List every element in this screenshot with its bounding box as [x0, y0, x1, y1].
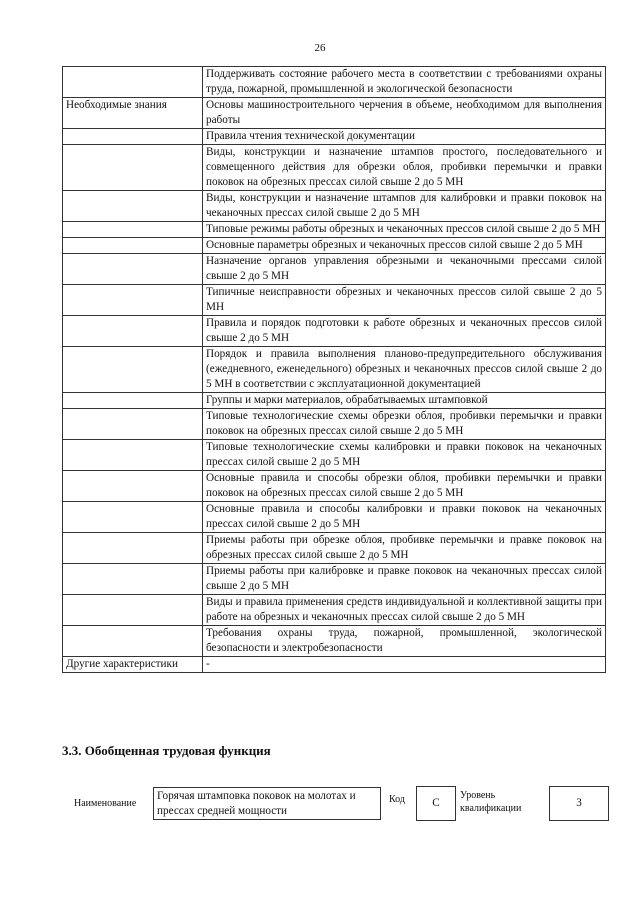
code-value-box	[416, 786, 456, 821]
table-row	[63, 595, 606, 626]
row-text: Типовые режимы работы обрезных и чеканочных прессов силой свыше 2 до 5 МН	[203, 222, 606, 238]
row-label	[63, 145, 203, 191]
name-label: Наименование	[74, 798, 137, 809]
row-text: Приемы работы при калибровке и правке поковок на чеканочных прессах силой свыше 2 до 5 МН	[203, 564, 606, 595]
row-label	[63, 238, 203, 254]
row-text: Типовые технологические схемы обрезки облоя, пробивки перемычки и правки поковок на обрезных прессах силой свыше 2 до 5 МН	[203, 409, 606, 440]
level-value-box	[549, 786, 609, 821]
row-text: Основы машиностроительного черчения в объеме, необходимом для выполнения работы	[203, 98, 606, 129]
row-label	[63, 595, 203, 626]
row-label	[63, 129, 203, 145]
row-label	[63, 191, 203, 222]
row-label	[63, 316, 203, 347]
row-label	[63, 533, 203, 564]
row-label	[63, 67, 203, 98]
row-text: -	[203, 657, 606, 673]
table-row	[63, 254, 606, 285]
table-row	[63, 657, 606, 673]
row-text: Правила и порядок подготовки к работе обрезных и чеканочных прессов силой свыше 2 до 5 МН	[203, 316, 606, 347]
section-title: 3.3. Обобщенная трудовая функция	[62, 743, 271, 758]
row-text: Порядок и правила выполнения планово-предупредительного обслуживания (ежедневного, еженедельного) обрезных и чеканочных прессов силой свыше 2 до 5 МН в соответствии с эксплуатационной документацией	[203, 347, 606, 393]
level-label: Уровень квалификации	[460, 790, 522, 814]
row-label	[63, 564, 203, 595]
row-label	[63, 471, 203, 502]
page-number: 26	[314, 42, 326, 54]
code-value: С	[432, 797, 440, 809]
row-text: Приемы работы при обрезке облоя, пробивке перемычки и правке поковок на обрезных прессах силой свыше 2 до 5 МН	[203, 533, 606, 564]
row-text: Виды, конструкции и назначение штампов простого, последовательного и совмещенного действия для обрезки облоя, пробивки перемычки и правки поковок на обрезных прессах силой свыше 2 до 5 МН	[203, 145, 606, 191]
table-row	[63, 191, 606, 222]
row-label	[63, 347, 203, 393]
name-value-box	[153, 787, 381, 820]
row-label	[63, 254, 203, 285]
row-text: Требования охраны труда, пожарной, промышленной, экологической безопасности и электробезопасности	[203, 626, 606, 657]
row-label	[63, 222, 203, 238]
table-row	[63, 564, 606, 595]
row-label	[63, 626, 203, 657]
table-row	[63, 440, 606, 471]
table-row	[63, 316, 606, 347]
table-row	[63, 98, 606, 129]
row-text: Основные правила и способы калибровки и правки поковок на чеканочных прессах силой свыше 2 до 5 МН	[203, 502, 606, 533]
table-row	[63, 67, 606, 98]
row-text: Группы и марки материалов, обрабатываемых штамповкой	[203, 393, 606, 409]
table-row	[63, 471, 606, 502]
row-label	[63, 393, 203, 409]
row-text: Основные правила и способы обрезки облоя, пробивки перемычки и правки поковок на обрезных прессах силой свыше 2 до 5 МН	[203, 471, 606, 502]
row-text: Виды, конструкции и назначение штампов для калибровки и правки поковок на чеканочных прессах силой свыше 2 до 5 МН	[203, 191, 606, 222]
knowledge-table-body	[63, 67, 606, 673]
row-text: Типичные неисправности обрезных и чеканочных прессов силой свыше 2 до 5 МН	[203, 285, 606, 316]
row-label: Другие характеристики	[63, 657, 203, 673]
table-row	[63, 533, 606, 564]
row-label	[63, 409, 203, 440]
table-row	[63, 238, 606, 254]
knowledge-table	[62, 66, 606, 673]
row-text: Виды и правила применения средств индивидуальной и коллективной защиты при работе на обрезных и чеканочных прессах силой свыше 2 до 5 МН	[203, 595, 606, 626]
row-label	[63, 285, 203, 316]
table-row	[63, 626, 606, 657]
table-row	[63, 502, 606, 533]
table-row	[63, 145, 606, 191]
table-row	[63, 222, 606, 238]
row-label	[63, 440, 203, 471]
table-row	[63, 285, 606, 316]
row-text: Типовые технологические схемы калибровки и правки поковок на чеканочных прессах силой свыше 2 до 5 МН	[203, 440, 606, 471]
row-label: Необходимые знания	[63, 98, 203, 129]
row-text: Основные параметры обрезных и чеканочных прессов силой свыше 2 до 5 МН	[203, 238, 606, 254]
row-text: Поддерживать состояние рабочего места в соответствии с требованиями охраны труда, пожарной, промышленной и экологической безопасности	[203, 67, 606, 98]
row-text: Правила чтения технической документации	[203, 129, 606, 145]
table-row	[63, 129, 606, 145]
row-label	[63, 502, 203, 533]
level-value: 3	[576, 797, 582, 809]
row-text: Назначение органов управления обрезными и чеканочными прессами силой свыше 2 до 5 МН	[203, 254, 606, 285]
table-row	[63, 409, 606, 440]
code-label: Код	[389, 794, 405, 805]
table-row	[63, 347, 606, 393]
name-value: Горячая штамповка поковок на молотах и прессах средней мощности	[157, 790, 356, 817]
table-row	[63, 393, 606, 409]
